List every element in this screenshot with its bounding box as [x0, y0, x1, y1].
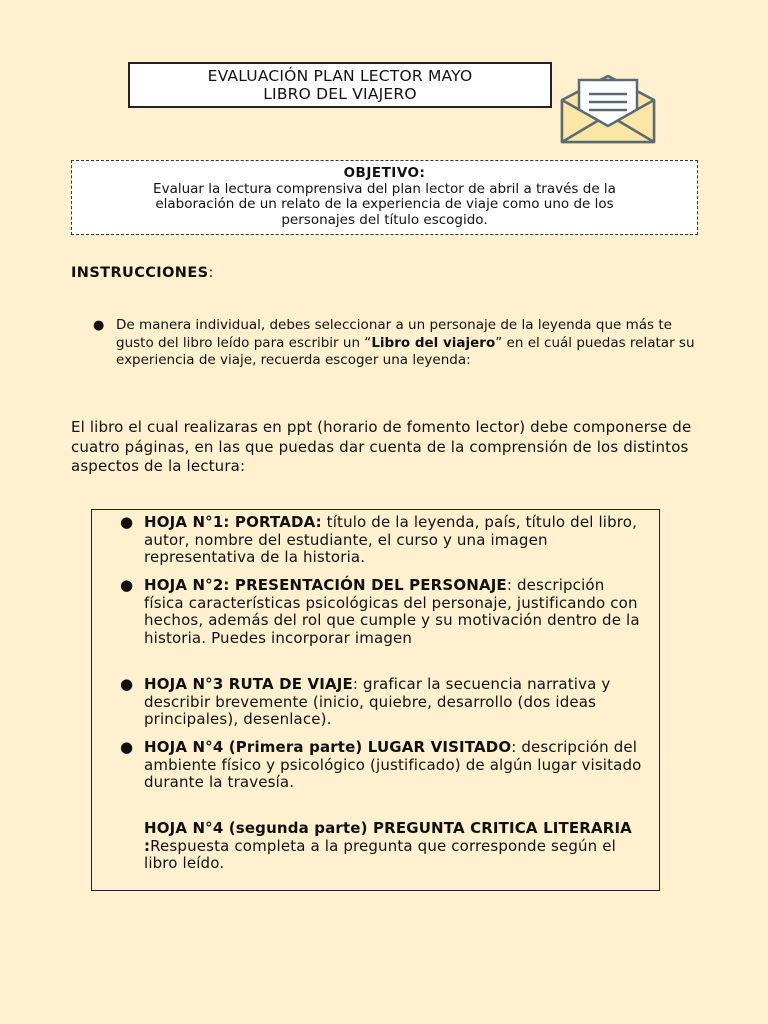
sheet-item-3: [120, 676, 645, 729]
bullet-icon: ●: [120, 513, 134, 531]
objective-box: [71, 160, 698, 235]
bullet-icon: ●: [120, 576, 134, 594]
instruction-text-part: ” en el cuál puedas relatar su experiencia de viaje, recuerda escoger una leyenda:: [116, 334, 695, 368]
bullet-icon: ●: [120, 738, 134, 756]
instruction-bullet: [93, 317, 703, 370]
page-title-line1: EVALUACIÓN PLAN LECTOR MAYO: [207, 67, 473, 85]
instruction-text-bold: Libro del viajero: [371, 334, 496, 351]
sheet-description: : descripción física características psicológicas del personaje, justificando con hechos, además del rol que cumple y su motivación dentro de la historia. Puedes incorporar imagen: [144, 576, 640, 647]
sheet-text: [144, 577, 645, 647]
objective-line: Evaluar la lectura comprensiva del plan lector de abril a través de la: [153, 180, 616, 197]
title-box: [128, 62, 552, 108]
sheet-description: : graficar la secuencia narrativa y describir brevemente (inicio, quiebre, desarrollo (dos ideas principales), desenlace).: [144, 675, 611, 729]
sheet-item-1: [120, 514, 645, 567]
objective-line: personajes del título escogido.: [281, 211, 488, 228]
objective-line: elaboración de un relato de la experiencia de viaje como uno de los: [155, 196, 614, 212]
sheet-description: Respuesta completa a la pregunta que corresponde según el libro leído.: [144, 836, 616, 873]
sheet-item-4: [120, 739, 645, 792]
sheet-text: [144, 676, 645, 729]
sheet-text: [144, 820, 645, 873]
sheet-description: : descripción del ambiente físico y psicológico (justificado) de algún lugar visitado durante la travesía.: [144, 738, 642, 792]
envelope-letter-icon: [559, 72, 657, 146]
description-paragraph: El libro el cual realizaras en ppt (horario de fomento lector) debe componerse de cuatro páginas, en las que puedas dar cuenta de la comprensión de los distintos aspectos de la lectura:: [71, 418, 692, 475]
sheet-text: [144, 514, 645, 567]
instruction-text: [116, 317, 696, 370]
instruction-text-part: De manera individual, debes seleccionar a un personaje de la leyenda que más te gusto del libro leído para escribir un “: [116, 317, 672, 351]
bullet-icon: ●: [93, 318, 105, 333]
page-title-line2: LIBRO DEL VIAJERO: [263, 85, 417, 103]
sheet-item-2: [120, 577, 645, 647]
sheet-title: HOJA N°1: PORTADA:: [144, 513, 322, 531]
sheet-title: HOJA N°2: PRESENTACIÓN DEL PERSONAJE: [144, 576, 507, 594]
instructions-heading: [71, 265, 214, 281]
sheet-text: [144, 739, 645, 792]
instructions-heading-label: INSTRUCCIONES: [71, 265, 209, 281]
sheet-item-5: [120, 820, 645, 873]
sheet-title: HOJA N°3 RUTA DE VIAJE: [144, 675, 353, 693]
sheets-box: [91, 509, 660, 891]
sheet-title: HOJA N°4 (segunda parte) PREGUNTA CRITICA LITERARIA :: [144, 819, 632, 855]
instructions-heading-colon: :: [208, 265, 214, 281]
bullet-icon: ●: [120, 675, 134, 693]
objective-title: OBJETIVO:: [343, 165, 426, 181]
sheet-title: HOJA N°4 (Primera parte) LUGAR VISITADO: [144, 738, 512, 756]
sheet-description: título de la leyenda, país, título del libro, autor, nombre del estudiante, el curso y una imagen representativa de la historia.: [144, 513, 637, 567]
